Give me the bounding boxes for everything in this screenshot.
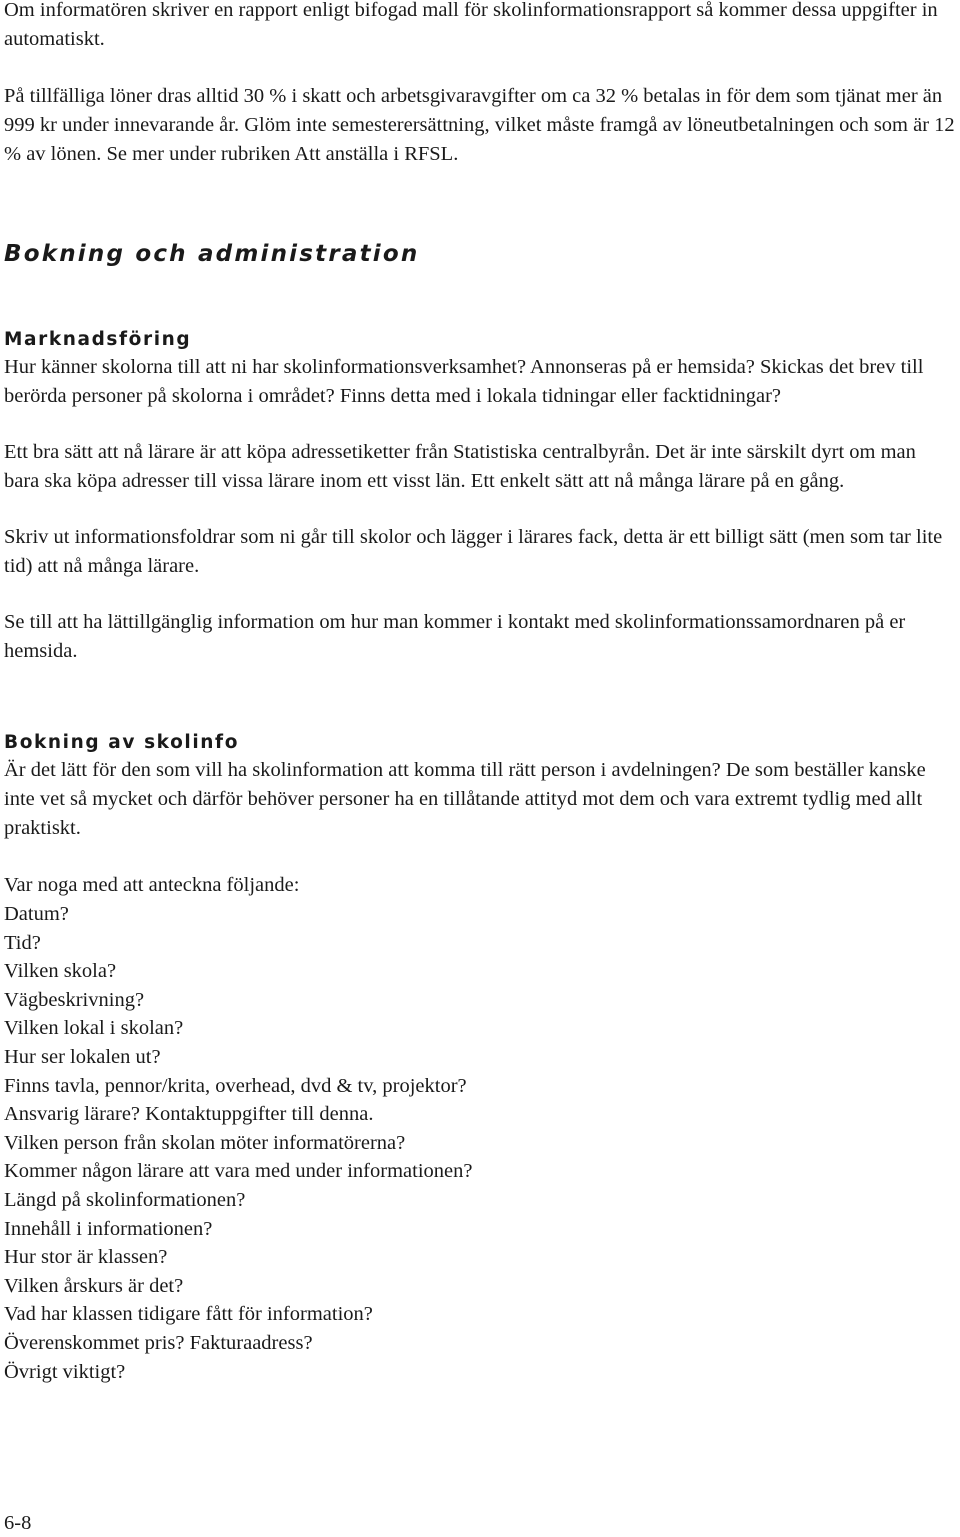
list-item: Vilken årskurs är det? — [4, 1274, 184, 1297]
heading-bokning: Bokning av skolinfo — [4, 732, 240, 753]
list-item: Vad har klassen tidigare fått för information? — [4, 1303, 373, 1326]
page-number: 6-8 — [4, 1512, 32, 1534]
marknadsforing-paragraph-4: Se till att ha lättillgänglig information om hur man kommer i kontakt med skolinformationssamordnaren på er hemsida. — [4, 611, 906, 662]
list-item: Vägbeskrivning? — [4, 988, 145, 1011]
heading-marknadsforing: Marknadsföring — [4, 329, 192, 350]
list-item: Längd på skolinformationen? — [4, 1188, 246, 1211]
intro-paragraph-automatic: Om informatören skriver en rapport enligt bifogad mall för skolinformationsrapport så kommer dessa uppgifter in automatiskt. — [4, 0, 938, 50]
list-item: Hur stor är klassen? — [4, 1246, 168, 1269]
list-item: Vilken lokal i skolan? — [4, 1017, 184, 1040]
document-page — [4, 0, 956, 1386]
marknadsforing-paragraph-3: Skriv ut informationsfoldrar som ni går till skolor och lägger i lärares fack, detta är ett billigt sätt (men som tar lite tid) att nå många lärare. — [4, 526, 943, 577]
booking-checklist — [4, 900, 956, 1386]
list-item: Kommer någon lärare att vara med under informationen? — [4, 1160, 473, 1183]
bokning-paragraph: Är det lätt för den som vill ha skolinformation att komma till rätt person i avdelningen? De som beställer kanske inte vet så mycket och därför behöver personer ha en tillåtande attityd mot dem och vara extremt tydlig med allt praktiskt. — [4, 759, 926, 839]
intro-paragraph-wages: På tillfälliga löner dras alltid 30 % i skatt och arbetsgivaravgifter om ca 32 % betalas in för dem som tjänat mer än 999 kr under innevarande år. Glöm inte semesterersättning, vilket måste framgå av löneutbetalningen och som är 12 % av lönen. Se mer under rubriken Att anställa i RFSL. — [4, 85, 955, 165]
marknadsforing-paragraph-2: Ett bra sätt att nå lärare är att köpa adressetiketter från Statistiska centralbyrån. Det är inte särskilt dyrt om man bara ska köpa adresser till vissa lärare inom ett visst län. Ett enkelt sätt att nå många lärare på en gång. — [4, 441, 916, 492]
list-item: Vilken skola? — [4, 960, 117, 983]
list-item: Tid? — [4, 931, 41, 954]
list-item: Innehåll i informationen? — [4, 1217, 213, 1240]
list-item: Finns tavla, pennor/krita, overhead, dvd & tv, projektor? — [4, 1074, 467, 1097]
list-item: Överenskommet pris? Fakturaadress? — [4, 1331, 313, 1354]
list-item: Vilken person från skolan möter informatörerna? — [4, 1131, 406, 1154]
list-item: Datum? — [4, 903, 69, 925]
list-item: Övrigt viktigt? — [4, 1360, 126, 1383]
section-title: Bokning och administration — [4, 241, 420, 267]
marknadsforing-paragraph-1: Hur känner skolorna till att ni har skolinformationsverksamhet? Annonseras på er hemsida? Skickas det brev till berörda personer på skolorna i området? Finns detta med i lokala tidningar eller facktidningar? — [4, 356, 924, 407]
checklist-intro: Var noga med att anteckna följande: — [4, 874, 300, 896]
list-item: Hur ser lokalen ut? — [4, 1045, 161, 1068]
list-item: Ansvarig lärare? Kontaktuppgifter till denna. — [4, 1103, 374, 1126]
